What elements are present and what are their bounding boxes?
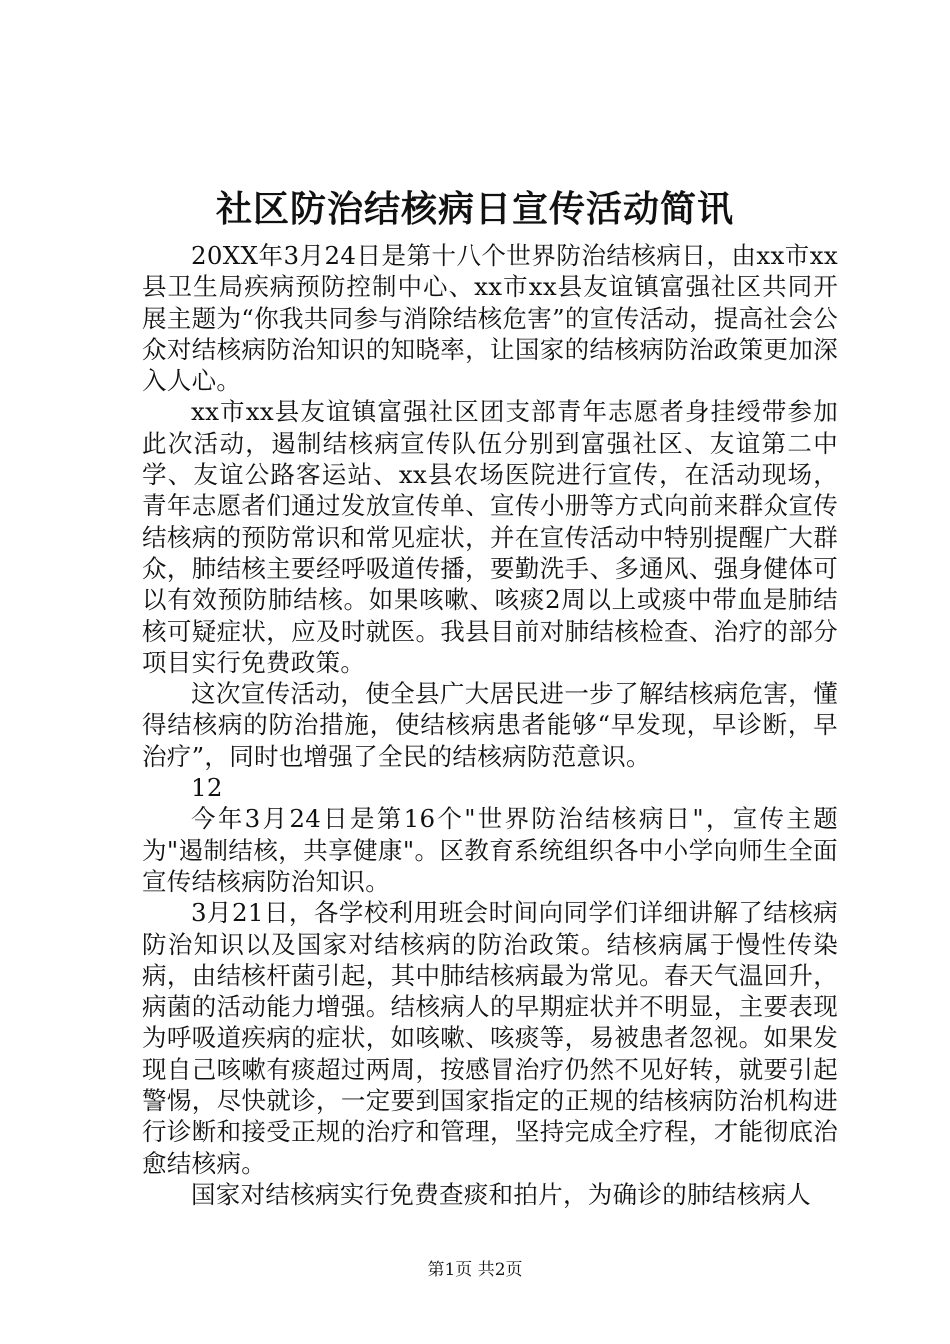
document-title: 社区防治结核病日宣传活动简讯 <box>215 188 734 230</box>
paragraph-outcome: 这次宣传活动，使全县广大居民进一步了解结核病危害，懂得结核病的防治措施，使结核病患者能够“早发现，早诊断，早治疗”，同时也增强了全民的结核病防范意识。 <box>142 679 838 771</box>
paragraph-intro: 20XX年3月24日是第十八个世界防治结核病日，由xx市xx县卫生局疾病预防控制中心、xx市xx县友谊镇富强社区共同开展主题为“你我共同参与消除结核危害”的宣传活动，提高社会公众对结核病防治知识的知晓率，让国家的结核病防治政策更加深入人心。 <box>142 241 838 396</box>
page-footer: 第1页 共2页 <box>427 1260 523 1280</box>
paragraph-volunteers: xx市xx县友谊镇富强社区团支部青年志愿者身挂绶带参加此次活动，遏制结核病宣传队伍分别到富强社区、友谊第二中学、友谊公路客运站、xx县农场医院进行宣传，在活动现场，青年志愿者们通过发放宣传单、宣传小册等方式向前来群众宣传结核病的预防常识和常见症状，并在宣传活动中特别提醒广大群众，肺结核主要经呼吸道传播，要勤洗手、多通风、强身健体可以有效预防肺结核。如果咳嗽、咳痰2周以上或痰中带血是肺结核可疑症状，应及时就医。我县目前对肺结核检查、治疗的部分项目实行免费政策。 <box>142 397 838 677</box>
paragraph-free-screening: 国家对结核病实行免费查痰和拍片，为确诊的肺结核病人 <box>191 1179 811 1209</box>
document-body <box>142 240 838 1210</box>
paragraph-school-lecture: 3月21日，各学校利用班会时间向同学们详细讲解了结核病防治知识以及国家对结核病的防治政策。结核病属于慢性传染病，由结核杆菌引起，其中肺结核病最为常见。春天气温回升，病菌的活动能力增强。结核病人的早期症状并不明显，主要表现为呼吸道疾病的症状，如咳嗽、咳痰等，易被患者忽视。如果发现自己咳嗽有痰超过两周，按感冒治疗仍然不见好转，就要引起警惕，尽快就诊，一定要到国家指定的正规的结核病防治机构进行诊断和接受正规的治疗和管理，坚持完成全疗程，才能彻底治愈结核病。 <box>142 898 838 1178</box>
paragraph-theme: 今年3月24日是第16个"世界防治结核病日"，宣传主题为"遏制结核，共享健康"。区教育系统组织各中小学向师生全面宣传结核病防治知识。 <box>142 804 838 896</box>
paragraph-marker: 12 <box>191 773 223 803</box>
